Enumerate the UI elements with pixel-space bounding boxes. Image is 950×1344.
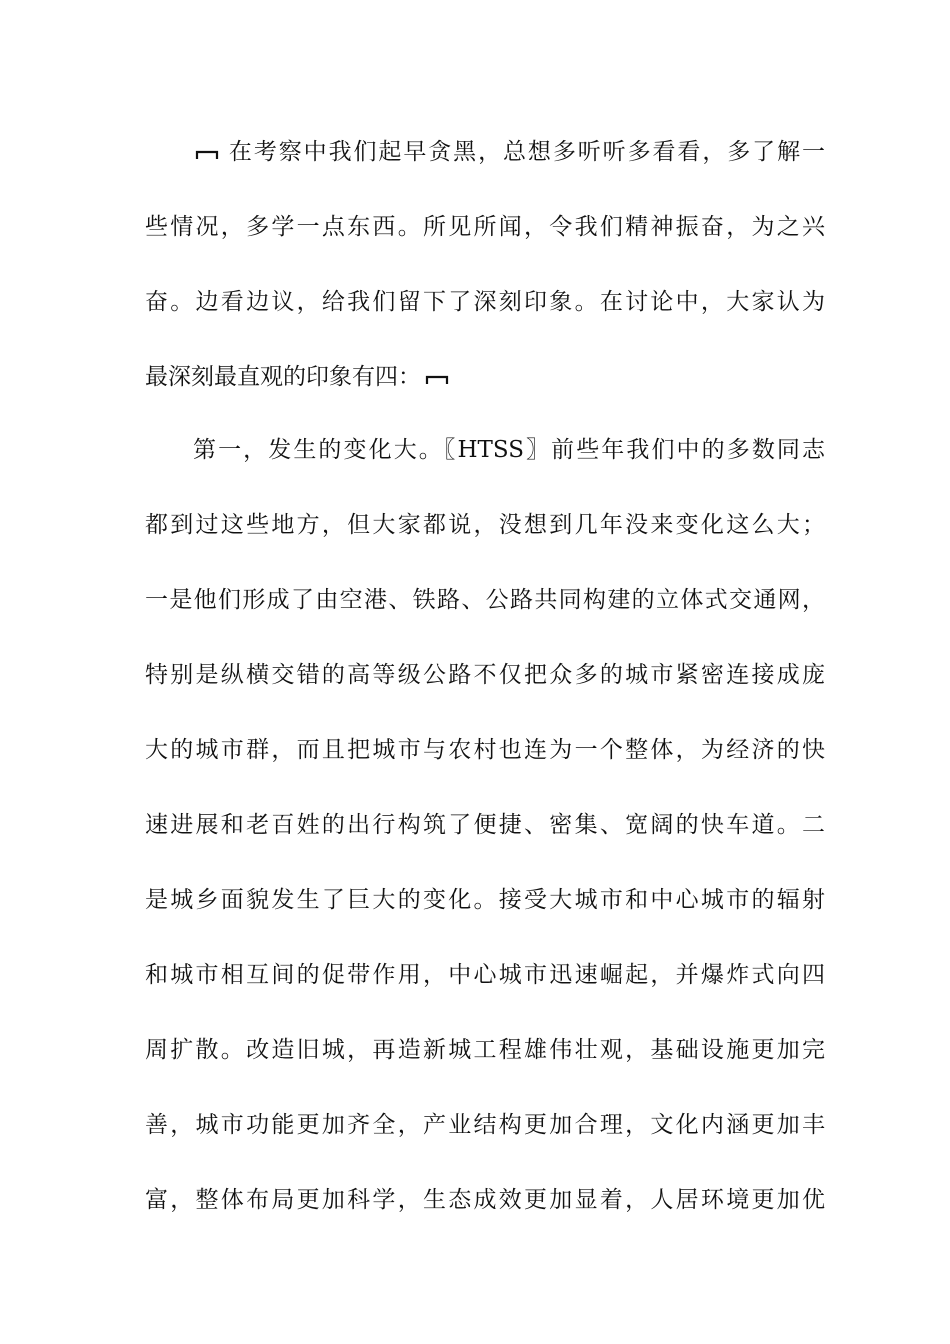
bracket-mark-icon [195, 143, 219, 161]
paragraph-2-line-5: 大的城市群，而且把城市与农村也连为一个整体，为经济的快 [145, 737, 825, 763]
paragraph-2-line-9: 周扩散。改造旧城，再造新城工程雄伟壮观，基础设施更加完 [145, 1037, 825, 1063]
paragraph-2-line-2: 都到过这些地方，但大家都说，没想到几年没来变化这么大； [145, 512, 825, 538]
paragraph-2-line-8: 和城市相互间的促带作用，中心城市迅速崛起，并爆炸式向四 [145, 962, 825, 988]
paragraph-1-line-1 [193, 132, 825, 172]
paragraph-2-line-7: 是城乡面貌发生了巨大的变化。接受大城市和中心城市的辐射 [145, 887, 825, 913]
paragraph-2-line-10: 善，城市功能更加齐全，产业结构更加合理，文化内涵更加丰 [145, 1112, 825, 1138]
bracket-mark-icon [425, 368, 449, 386]
paragraph-1-line-3: 奋。边看边议，给我们留下了深刻印象。在讨论中，大家认为 [145, 289, 825, 315]
paragraph-1-line-4 [145, 357, 825, 397]
paragraph-2-line-1: 第一，发生的变化大。〖HTSS〗前些年我们中的多数同志 [193, 437, 825, 463]
paragraph-text: 在考察中我们起早贪黑，总想多听听多看看，多了解一 [227, 139, 825, 165]
paragraph-2-line-4: 特别是纵横交错的高等级公路不仅把众多的城市紧密连接成庞 [145, 662, 825, 688]
paragraph-2-line-11: 富，整体布局更加科学，生态成效更加显着，人居环境更加优 [145, 1187, 825, 1213]
paragraph-text: 最深刻最直观的印象有四： [145, 364, 421, 390]
paragraph-2-line-6: 速进展和老百姓的出行构筑了便捷、密集、宽阔的快车道。二 [145, 812, 825, 838]
paragraph-2-line-3: 一是他们形成了由空港、铁路、公路共同构建的立体式交通网， [145, 587, 825, 613]
paragraph-1-line-2: 些情况，多学一点东西。所见所闻，令我们精神振奋，为之兴 [145, 214, 825, 240]
